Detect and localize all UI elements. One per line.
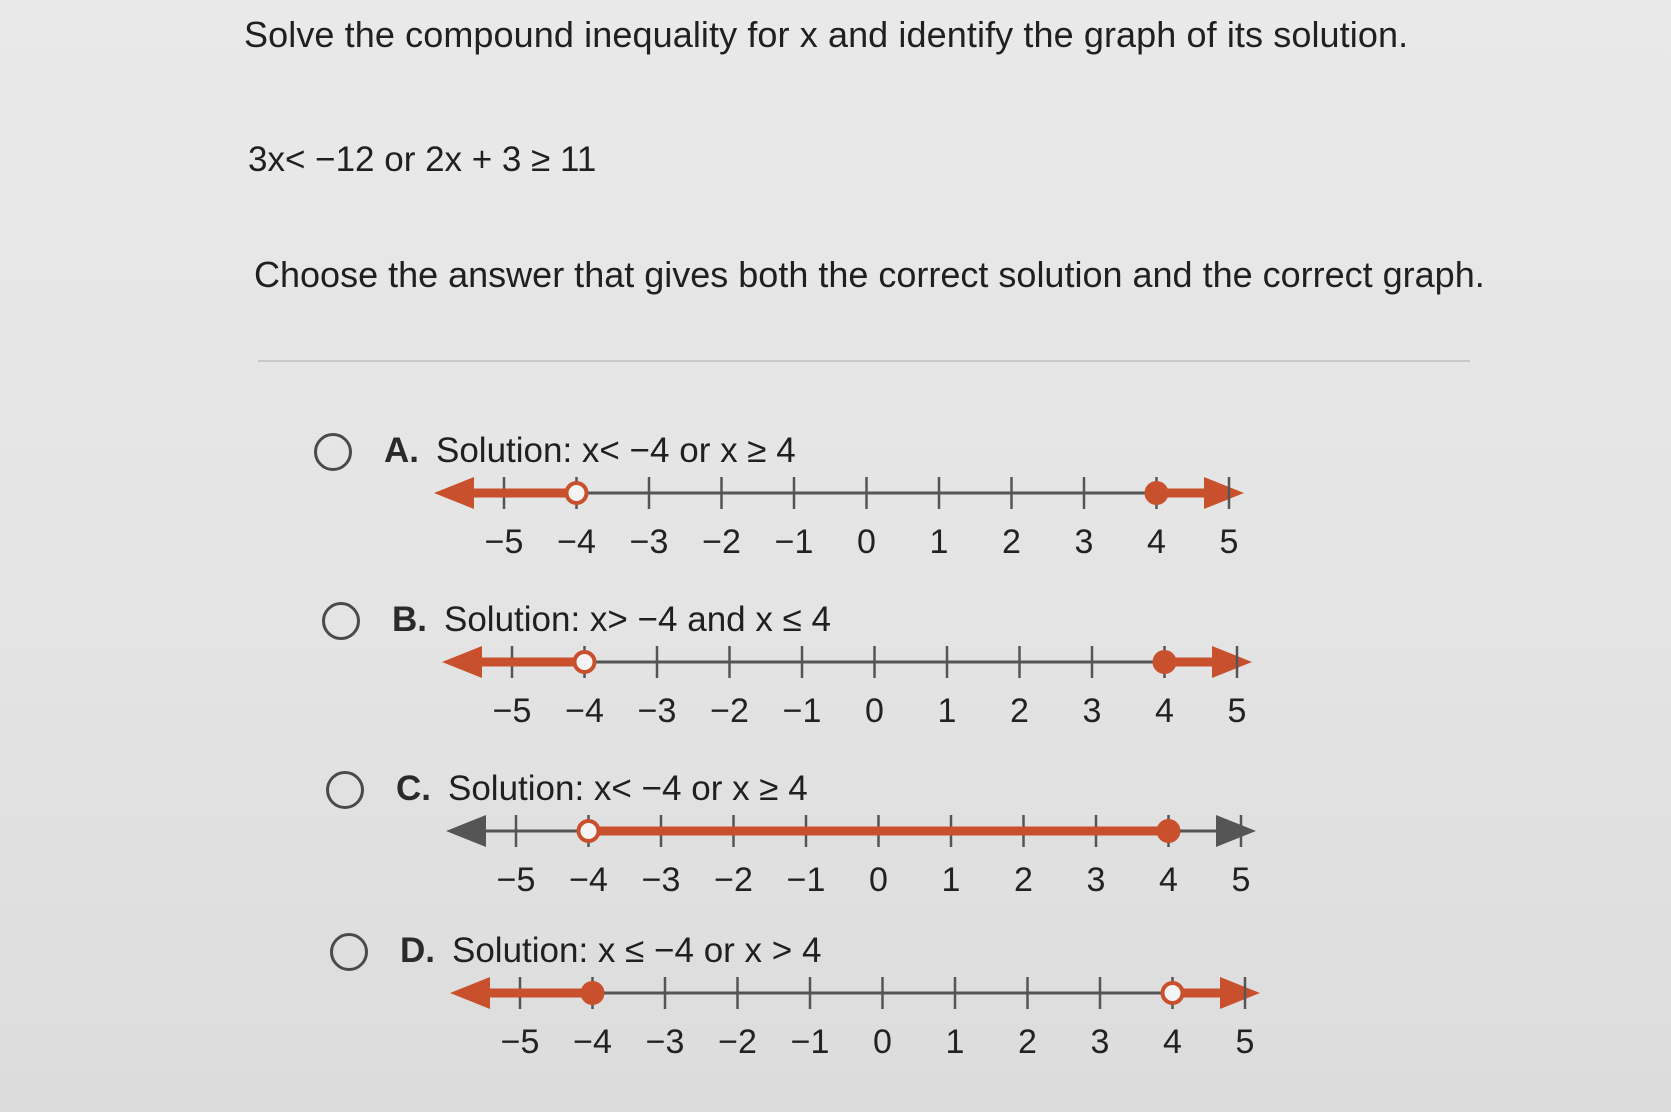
tick-label: 3 bbox=[1086, 861, 1106, 899]
tick-label: 1 bbox=[937, 692, 957, 730]
option-letter-d: D. bbox=[400, 931, 435, 970]
instruction-text: Choose the answer that gives both the correct solution and the correct graph. bbox=[254, 254, 1485, 295]
tick-label: 4 bbox=[1163, 1023, 1182, 1061]
divider bbox=[258, 360, 1470, 362]
option-letter-b: B. bbox=[392, 600, 427, 639]
tick-label: 3 bbox=[1090, 1023, 1110, 1061]
tick-label: 5 bbox=[1227, 692, 1247, 730]
question-text: Solve the compound inequality for x and identify the graph of its solution. bbox=[244, 14, 1409, 55]
tick-label: 3 bbox=[1074, 523, 1094, 561]
tick-label: 4 bbox=[1155, 692, 1174, 730]
tick-label: −3 bbox=[637, 692, 677, 730]
open-dot bbox=[579, 821, 599, 841]
tick-label: 5 bbox=[1219, 523, 1239, 561]
option-solution-c: Solution: x< −4 or x ≥ 4 bbox=[448, 769, 808, 808]
tick-label: 2 bbox=[1014, 861, 1033, 899]
option-letter-c: C. bbox=[396, 769, 431, 808]
tick-label: 2 bbox=[1002, 523, 1021, 561]
tick-label: 0 bbox=[857, 523, 876, 561]
tick-label: −4 bbox=[557, 523, 596, 561]
tick-label: −4 bbox=[573, 1023, 612, 1061]
tick-label: −2 bbox=[710, 692, 749, 730]
number-line-b bbox=[322, 602, 1422, 752]
tick-label: −4 bbox=[565, 692, 604, 730]
tick-label: −1 bbox=[774, 523, 814, 561]
option-solution-b: Solution: x> −4 and x ≤ 4 bbox=[444, 600, 831, 639]
tick-label: −5 bbox=[500, 1023, 540, 1061]
tick-label: 1 bbox=[945, 1023, 965, 1061]
tick-label: −2 bbox=[718, 1023, 757, 1061]
tick-label: 0 bbox=[865, 692, 884, 730]
tick-label: −3 bbox=[629, 523, 669, 561]
tick-label: −1 bbox=[786, 861, 826, 899]
tick-label: −5 bbox=[496, 861, 536, 899]
number-line-c bbox=[326, 771, 1426, 921]
option-b[interactable] bbox=[322, 602, 1422, 772]
inequality-text: 3x< −12 or 2x + 3 ≥ 11 bbox=[248, 140, 597, 179]
tick-label: 1 bbox=[941, 861, 961, 899]
tick-label: 4 bbox=[1147, 523, 1166, 561]
option-letter-a: A. bbox=[384, 431, 419, 470]
number-line-d bbox=[330, 933, 1430, 1083]
tick-label: −5 bbox=[492, 692, 532, 730]
tick-label: −1 bbox=[782, 692, 822, 730]
tick-label: 3 bbox=[1082, 692, 1102, 730]
option-a[interactable] bbox=[314, 433, 1414, 603]
tick-label: 2 bbox=[1018, 1023, 1037, 1061]
tick-label: 5 bbox=[1235, 1023, 1255, 1061]
tick-label: 0 bbox=[869, 861, 888, 899]
closed-dot bbox=[581, 981, 605, 1005]
open-dot bbox=[1163, 983, 1183, 1003]
tick-label: −3 bbox=[645, 1023, 685, 1061]
option-solution-d: Solution: x ≤ −4 or x > 4 bbox=[452, 931, 822, 970]
tick-label: −2 bbox=[714, 861, 753, 899]
tick-label: −3 bbox=[641, 861, 681, 899]
closed-dot bbox=[1153, 650, 1177, 674]
tick-label: 2 bbox=[1010, 692, 1029, 730]
tick-label: 1 bbox=[929, 523, 949, 561]
tick-label: −1 bbox=[790, 1023, 830, 1061]
option-solution-a: Solution: x< −4 or x ≥ 4 bbox=[436, 431, 796, 470]
tick-label: −2 bbox=[702, 523, 741, 561]
closed-dot bbox=[1157, 819, 1181, 843]
option-c[interactable] bbox=[326, 771, 1426, 941]
option-d[interactable] bbox=[330, 933, 1430, 1103]
number-line-a bbox=[314, 433, 1414, 583]
left-arrow-icon bbox=[446, 815, 486, 847]
right-arrow-icon bbox=[1216, 815, 1256, 847]
open-dot bbox=[575, 652, 595, 672]
tick-label: −5 bbox=[484, 523, 524, 561]
closed-dot bbox=[1145, 481, 1169, 505]
tick-label: −4 bbox=[569, 861, 608, 899]
open-dot bbox=[567, 483, 587, 503]
tick-label: 0 bbox=[873, 1023, 892, 1061]
tick-label: 4 bbox=[1159, 861, 1178, 899]
tick-label: 5 bbox=[1231, 861, 1251, 899]
